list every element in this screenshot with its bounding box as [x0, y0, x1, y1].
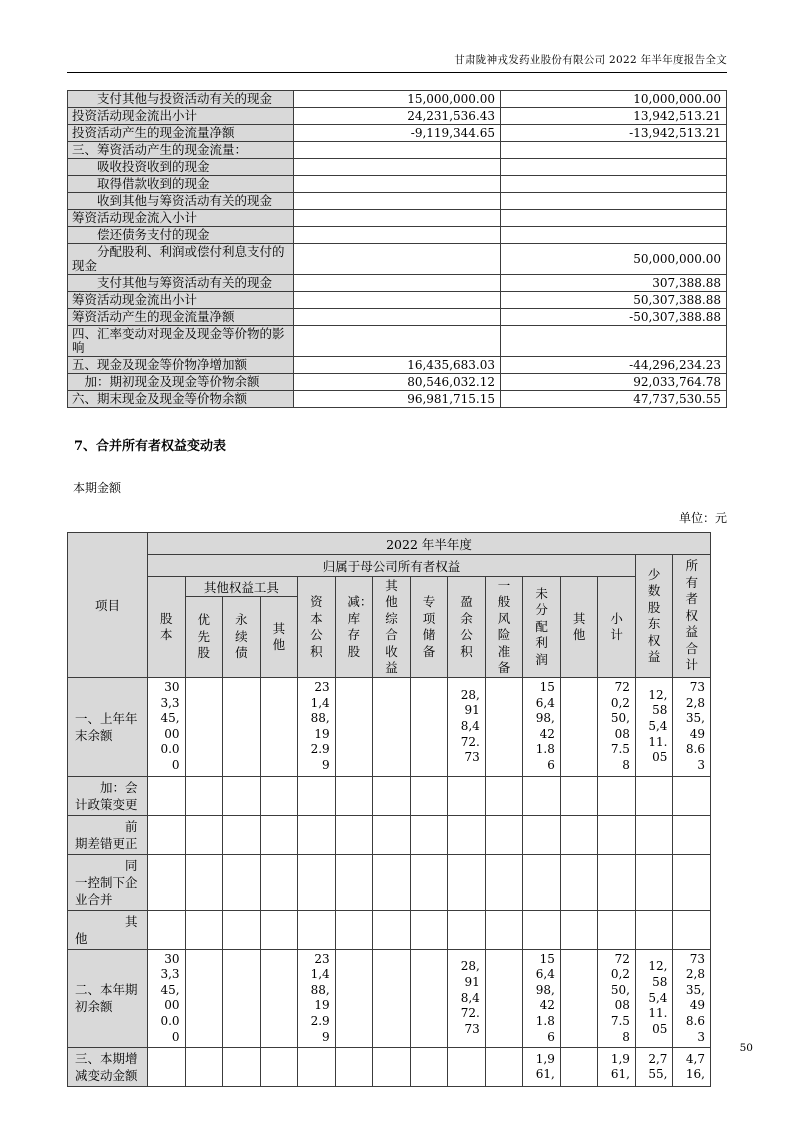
value-cell: [485, 678, 523, 777]
row-label-cell: 筹资活动现金流出小计: [68, 292, 294, 309]
value-cell: [185, 910, 223, 949]
th-other-equity-instruments: 其他权益工具: [185, 577, 298, 597]
value-cell: [448, 815, 486, 854]
value-cell: [410, 678, 448, 777]
value-cell: [298, 910, 336, 949]
row-label-cell: 投资活动产生的现金流量净额: [68, 125, 294, 142]
value-cell: [335, 815, 373, 854]
value-cell: 28,918,472.73: [448, 949, 486, 1048]
value-cell: [260, 815, 298, 854]
value-cell: [223, 678, 261, 777]
document-header-title: 甘肃陇神戎发药业股份有限公司 2022 年半年度报告全文: [454, 54, 727, 66]
value-cell: [260, 949, 298, 1048]
cash-flow-table: [67, 90, 727, 408]
prior-period-cell: 92,033,764.78: [501, 374, 727, 391]
equity-table-body: [68, 678, 711, 1087]
current-period-cell: [294, 292, 501, 309]
value-cell: [485, 815, 523, 854]
value-cell: [185, 776, 223, 815]
value-cell: [148, 854, 186, 910]
value-cell: [223, 910, 261, 949]
value-cell: [560, 949, 598, 1048]
equity-change-table: [67, 532, 711, 1087]
table-row: [68, 210, 727, 227]
value-cell: [335, 776, 373, 815]
th-special-reserve: 专项储备: [410, 577, 448, 678]
value-cell: 231,488,192.99: [298, 949, 336, 1048]
value-cell: [560, 910, 598, 949]
value-cell: [223, 815, 261, 854]
value-cell: [523, 815, 561, 854]
value-cell: [673, 854, 711, 910]
prior-period-cell: [501, 326, 727, 357]
value-cell: [673, 776, 711, 815]
table-row: [68, 374, 727, 391]
table-row: [68, 910, 711, 949]
value-cell: [260, 678, 298, 777]
value-cell: [598, 776, 636, 815]
value-cell: [410, 910, 448, 949]
th-other-instruments: 其他: [260, 597, 298, 678]
value-cell: [373, 815, 411, 854]
value-cell: [673, 815, 711, 854]
value-cell: [223, 1048, 261, 1087]
value-cell: 156,498,421.86: [523, 949, 561, 1048]
value-cell: 1,961,: [523, 1048, 561, 1087]
value-cell: [223, 854, 261, 910]
table-row: [68, 391, 727, 408]
prior-period-cell: 50,307,388.88: [501, 292, 727, 309]
row-label-cell: 五、现金及现金等价物净增加额: [68, 357, 294, 374]
value-cell: [260, 854, 298, 910]
page-number: 50: [739, 1042, 753, 1054]
value-cell: [598, 815, 636, 854]
value-cell: [373, 949, 411, 1048]
th-surplus-reserve: 盈余公积: [448, 577, 486, 678]
table-row: [68, 176, 727, 193]
table-row: [68, 854, 711, 910]
value-cell: [448, 776, 486, 815]
th-preferred-shares: 优先股: [185, 597, 223, 678]
th-perpetual-bonds: 永续债: [223, 597, 261, 678]
prior-period-cell: 307,388.88: [501, 275, 727, 292]
value-cell: [148, 815, 186, 854]
value-cell: [410, 1048, 448, 1087]
table-row: [68, 125, 727, 142]
value-cell: [148, 910, 186, 949]
value-cell: 1,961,: [598, 1048, 636, 1087]
prior-period-cell: 47,737,530.55: [501, 391, 727, 408]
th-share-capital: 股本: [148, 577, 186, 678]
row-label-cell: 投资活动现金流出小计: [68, 108, 294, 125]
value-cell: [148, 1048, 186, 1087]
value-cell: [335, 854, 373, 910]
value-cell: [185, 949, 223, 1048]
value-cell: [560, 854, 598, 910]
value-cell: [373, 910, 411, 949]
value-cell: [298, 854, 336, 910]
table-row: [68, 193, 727, 210]
value-cell: [335, 949, 373, 1048]
prior-period-cell: [501, 176, 727, 193]
value-cell: 303,345,000.00: [148, 678, 186, 777]
prior-period-cell: [501, 193, 727, 210]
row-label-cell: 其他: [68, 910, 148, 949]
value-cell: [410, 949, 448, 1048]
prior-period-cell: -13,942,513.21: [501, 125, 727, 142]
value-cell: [185, 678, 223, 777]
value-cell: [560, 1048, 598, 1087]
value-cell: [373, 1048, 411, 1087]
prior-period-cell: [501, 227, 727, 244]
row-label-cell: 加：期初现金及现金等价物余额: [68, 374, 294, 391]
value-cell: [373, 854, 411, 910]
value-cell: [298, 776, 336, 815]
value-cell: [223, 949, 261, 1048]
value-cell: [523, 910, 561, 949]
table-row: [68, 275, 727, 292]
table-row: [68, 815, 711, 854]
table-row: [68, 776, 711, 815]
table-row: [68, 326, 727, 357]
value-cell: [485, 776, 523, 815]
value-cell: [448, 1048, 486, 1087]
current-period-cell: [294, 275, 501, 292]
value-cell: [485, 1048, 523, 1087]
value-cell: [635, 910, 673, 949]
row-label-cell: 四、汇率变动对现金及现金等价物的影响: [68, 326, 294, 357]
value-cell: [635, 776, 673, 815]
table-row: [68, 91, 727, 108]
value-cell: [373, 678, 411, 777]
row-label-cell: 筹资活动现金流入小计: [68, 210, 294, 227]
value-cell: [260, 1048, 298, 1087]
row-label-cell: 二、本年期初余额: [68, 949, 148, 1048]
th-total-owners-equity: 所有者权益合计: [673, 555, 711, 678]
value-cell: [298, 1048, 336, 1087]
section-heading: 7、合并所有者权益变动表: [74, 439, 227, 454]
current-period-cell: [294, 227, 501, 244]
table-row: [68, 1048, 711, 1087]
value-cell: 231,488,192.99: [298, 678, 336, 777]
prior-period-cell: [501, 142, 727, 159]
table-row: [68, 108, 727, 125]
value-cell: [260, 776, 298, 815]
value-cell: [598, 910, 636, 949]
current-period-cell: -9,119,344.65: [294, 125, 501, 142]
prior-period-cell: [501, 210, 727, 227]
value-cell: 12,585,411.05: [635, 949, 673, 1048]
current-period-cell: [294, 176, 501, 193]
row-label-cell: 偿还债务支付的现金: [68, 227, 294, 244]
cash-flow-table-body: [68, 91, 727, 408]
value-cell: [185, 854, 223, 910]
row-label-cell: 收到其他与筹资活动有关的现金: [68, 193, 294, 210]
value-cell: 720,250,087.58: [598, 949, 636, 1048]
th-retained-earnings: 未分配利润: [523, 577, 561, 678]
value-cell: [335, 678, 373, 777]
value-cell: [523, 776, 561, 815]
current-period-cell: [294, 210, 501, 227]
value-cell: [223, 776, 261, 815]
table-row: [68, 292, 727, 309]
row-label-cell: 六、期末现金及现金等价物余额: [68, 391, 294, 408]
th-parent-company-equity: 归属于母公司所有者权益: [148, 555, 636, 577]
current-period-cell: [294, 244, 501, 275]
value-cell: [448, 910, 486, 949]
value-cell: [598, 854, 636, 910]
value-cell: [560, 776, 598, 815]
row-label-cell: 取得借款收到的现金: [68, 176, 294, 193]
value-cell: [260, 910, 298, 949]
current-period-cell: 96,981,715.15: [294, 391, 501, 408]
value-cell: [410, 815, 448, 854]
table-row: [68, 678, 711, 777]
value-cell: [448, 854, 486, 910]
current-period-cell: 24,231,536.43: [294, 108, 501, 125]
value-cell: [335, 1048, 373, 1087]
th-minority-interest: 少数股东权益: [635, 555, 673, 678]
current-period-cell: [294, 159, 501, 176]
row-label-cell: 支付其他与投资活动有关的现金: [68, 91, 294, 108]
th-general-risk-reserve: 一般风险准备: [485, 577, 523, 678]
th-less-treasury-stock: 减：库存股: [335, 577, 373, 678]
row-label-cell: 同一控制下企业合并: [68, 854, 148, 910]
prior-period-cell: 50,000,000.00: [501, 244, 727, 275]
value-cell: [410, 854, 448, 910]
row-label-cell: 支付其他与筹资活动有关的现金: [68, 275, 294, 292]
table-row: [68, 159, 727, 176]
value-cell: 732,835,498.63: [673, 678, 711, 777]
value-cell: [485, 910, 523, 949]
value-cell: 303,345,000.00: [148, 949, 186, 1048]
value-cell: [148, 776, 186, 815]
table-row: [68, 309, 727, 326]
th-period: 2022 年半年度: [148, 533, 711, 555]
value-cell: [373, 776, 411, 815]
row-label-cell: 加：会计政策变更: [68, 776, 148, 815]
prior-period-cell: -50,307,388.88: [501, 309, 727, 326]
table-row: [68, 227, 727, 244]
current-period-cell: [294, 326, 501, 357]
row-label-cell: 前期差错更正: [68, 815, 148, 854]
value-cell: [185, 815, 223, 854]
table-row: [68, 244, 727, 275]
table-row: [68, 949, 711, 1048]
value-cell: [635, 854, 673, 910]
row-label-cell: 吸收投资收到的现金: [68, 159, 294, 176]
value-cell: [485, 854, 523, 910]
prior-period-cell: 10,000,000.00: [501, 91, 727, 108]
unit-label: 单位：元: [678, 511, 727, 525]
th-capital-reserve: 资本公积: [298, 577, 336, 678]
value-cell: 4,716,: [673, 1048, 711, 1087]
th-subtotal: 小计: [598, 577, 636, 678]
page-content: [67, 0, 727, 1087]
row-label-cell: 分配股利、利润或偿付利息支付的现金: [68, 244, 294, 275]
current-period-cell: 16,435,683.03: [294, 357, 501, 374]
value-cell: [560, 815, 598, 854]
th-item: 项目: [68, 533, 148, 678]
value-cell: 2,755,: [635, 1048, 673, 1087]
equity-table-header: [68, 533, 711, 678]
prior-period-cell: -44,296,234.23: [501, 357, 727, 374]
value-cell: 720,250,087.58: [598, 678, 636, 777]
current-period-cell: 80,546,032.12: [294, 374, 501, 391]
value-cell: [635, 815, 673, 854]
value-cell: [335, 910, 373, 949]
value-cell: 156,498,421.86: [523, 678, 561, 777]
value-cell: 732,835,498.63: [673, 949, 711, 1048]
current-period-cell: 15,000,000.00: [294, 91, 501, 108]
table-row: [68, 357, 727, 374]
value-cell: [185, 1048, 223, 1087]
current-period-cell: [294, 142, 501, 159]
table-row: [68, 142, 727, 159]
value-cell: [485, 949, 523, 1048]
prior-period-cell: [501, 159, 727, 176]
row-label-cell: 三、本期增减变动金额: [68, 1048, 148, 1087]
value-cell: [560, 678, 598, 777]
period-subtitle: 本期金额: [73, 481, 122, 495]
value-cell: 28,918,472.73: [448, 678, 486, 777]
th-other-comprehensive-income: 其他综合收益: [373, 577, 411, 678]
row-label-cell: 三、筹资活动产生的现金流量：: [68, 142, 294, 159]
row-label-cell: 筹资活动产生的现金流量净额: [68, 309, 294, 326]
current-period-cell: [294, 193, 501, 210]
value-cell: [410, 776, 448, 815]
value-cell: 12,585,411.05: [635, 678, 673, 777]
th-other: 其他: [560, 577, 598, 678]
current-period-cell: [294, 309, 501, 326]
prior-period-cell: 13,942,513.21: [501, 108, 727, 125]
value-cell: [298, 815, 336, 854]
row-label-cell: 一、上年年末余额: [68, 678, 148, 777]
document-header: [67, 0, 727, 73]
value-cell: [673, 910, 711, 949]
value-cell: [523, 854, 561, 910]
